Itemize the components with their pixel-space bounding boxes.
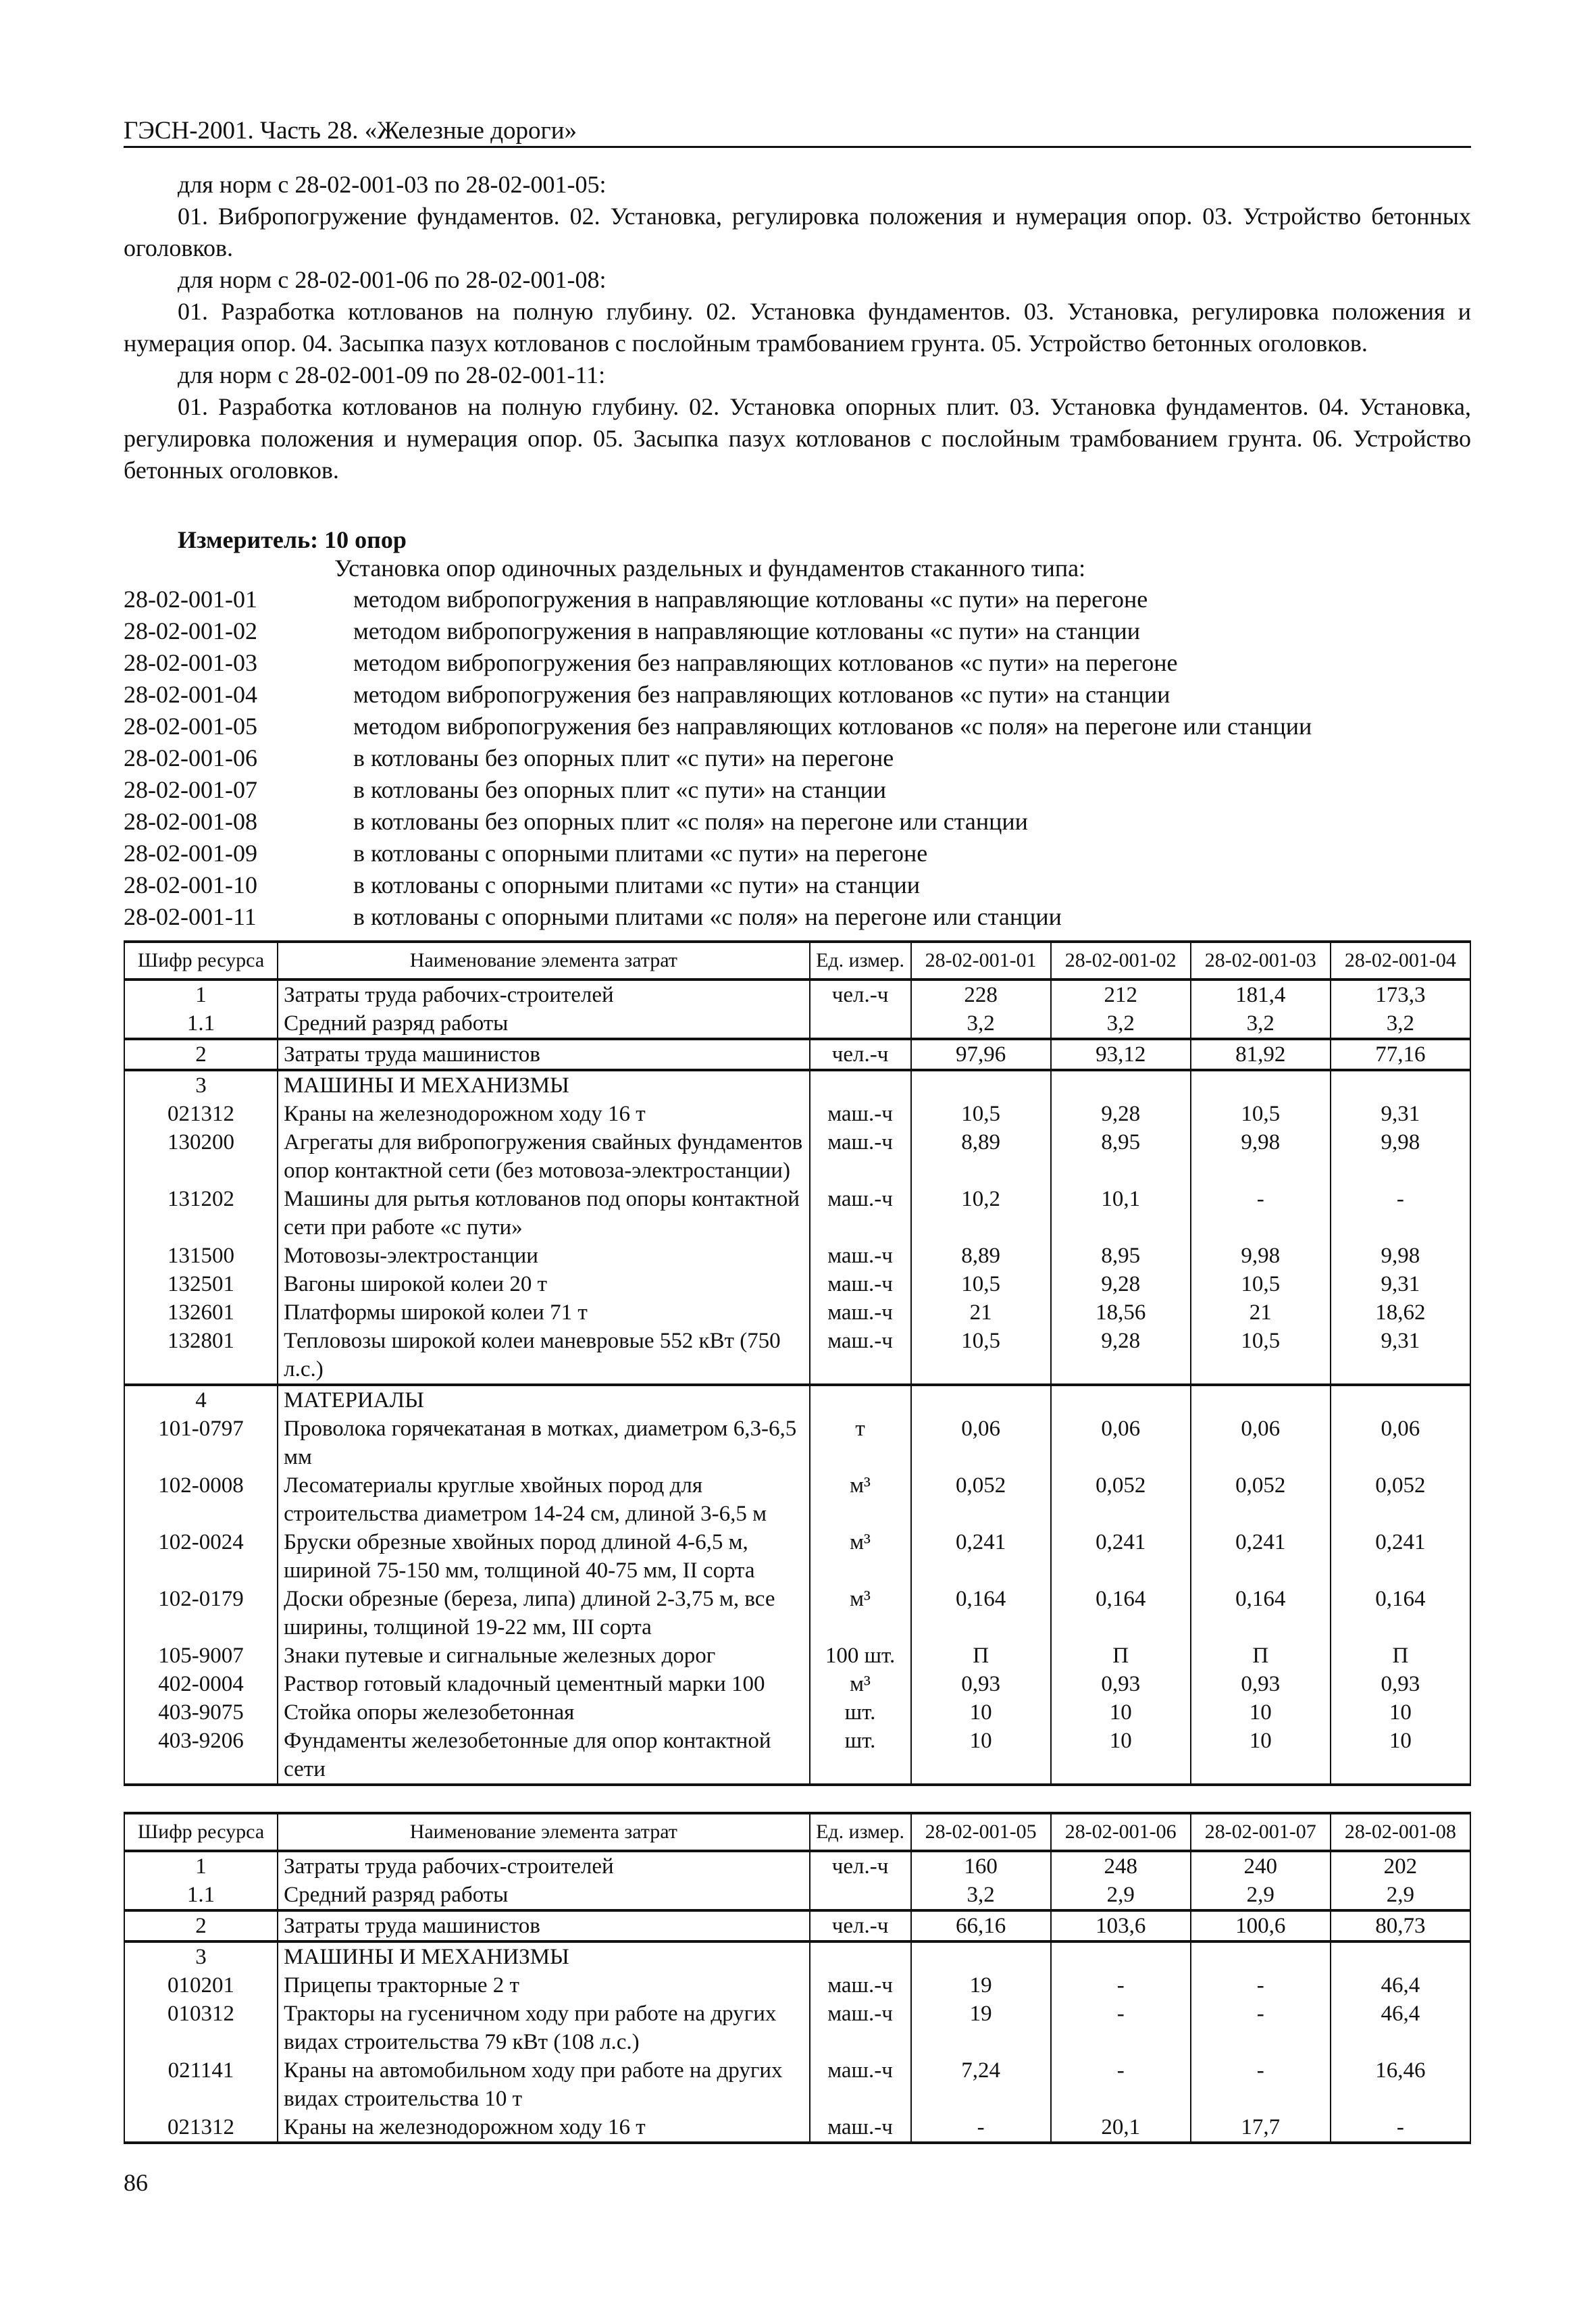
resource-value: 9,31 (1331, 1100, 1470, 1128)
norm-code: 28-02-001-10 (124, 871, 257, 898)
resource-value: 0,164 (1331, 1585, 1470, 1642)
resource-value: 0,052 (1051, 1471, 1191, 1528)
table-row (124, 1270, 1470, 1298)
table-row (124, 1910, 1470, 1941)
resource-value: 212 (1051, 980, 1191, 1009)
resource-value: 0,052 (911, 1471, 1051, 1528)
resource-value: П (1051, 1642, 1191, 1670)
resource-value: 10,5 (911, 1327, 1051, 1385)
resource-value: 10 (1191, 1727, 1331, 1785)
resource-code: 102-0179 (124, 1585, 278, 1642)
resource-value: - (1331, 1185, 1470, 1242)
norm-code: 28-02-001-05 (124, 713, 257, 740)
norm-description: методом вибропогружения без направляющих котлованов «с поля» на перегоне или станции (353, 713, 1312, 740)
resource-code: 131202 (124, 1185, 278, 1242)
resource-value: 0,052 (1331, 1471, 1470, 1528)
resource-unit (810, 1881, 911, 1910)
norm-description: в котлованы с опорными плитами «с пути» на станции (353, 871, 921, 898)
resource-unit: т (810, 1415, 911, 1471)
resource-name: Затраты труда машинистов (278, 1910, 809, 1941)
resource-code: 010312 (124, 2000, 278, 2056)
norm-item (124, 901, 1312, 933)
resource-value: 9,98 (1191, 1128, 1331, 1185)
resource-code: 132601 (124, 1298, 278, 1327)
resource-name: Стойка опоры железобетонная (278, 1698, 809, 1727)
resource-code: 131500 (124, 1242, 278, 1270)
resource-value: 10,1 (1051, 1185, 1191, 1242)
resource-value: 3,2 (1331, 1009, 1470, 1039)
resource-code: 403-9075 (124, 1698, 278, 1727)
resource-name: Доски обрезные (береза, липа) длиной 2-3,75 м, все ширины, толщиной 19-22 мм, III сорта (278, 1585, 809, 1642)
resource-value: 0,06 (1191, 1415, 1331, 1471)
resource-value: 81,92 (1191, 1039, 1331, 1070)
resource-name: МАШИНЫ И МЕХАНИЗМЫ (278, 1070, 809, 1100)
resource-unit: шт. (810, 1727, 911, 1785)
resource-value: 10 (911, 1698, 1051, 1727)
resource-value: 9,98 (1331, 1128, 1470, 1185)
resource-value: 0,241 (911, 1528, 1051, 1585)
table-row (124, 980, 1470, 1009)
resource-value: 3,2 (1191, 1009, 1331, 1039)
resource-value: 0,241 (1051, 1528, 1191, 1585)
norm-description: методом вибропогружения без направляющих котлованов «с пути» на станции (353, 681, 1170, 708)
resource-value: 0,241 (1331, 1528, 1470, 1585)
norm-description: в котлованы без опорных плит «с пути» на станции (353, 776, 887, 803)
table-row (124, 1327, 1470, 1385)
norm-item (124, 742, 1312, 774)
norm-code: 28-02-001-03 (124, 649, 257, 676)
table-row (124, 1039, 1470, 1070)
resource-value (1191, 1070, 1331, 1100)
norms-intro: Установка опор одиночных раздельных и фундаментов стаканного типа: (334, 555, 1086, 582)
resource-name: Затраты труда рабочих-строителей (278, 980, 809, 1009)
resource-code: 1.1 (124, 1881, 278, 1910)
resource-name: Бруски обрезные хвойных пород длиной 4-6,5 м, шириной 75-150 мм, толщиной 40-75 мм, II сорта (278, 1528, 809, 1585)
resource-value: 9,98 (1331, 1242, 1470, 1270)
resource-value: 10 (1191, 1698, 1331, 1727)
resource-code: 4 (124, 1385, 278, 1415)
norm-description: методом вибропогружения в направляющие котлованы «с пути» на перегоне (353, 586, 1148, 613)
norm-item (124, 711, 1312, 742)
resource-value: 0,93 (1191, 1670, 1331, 1698)
resource-value: 8,95 (1051, 1128, 1191, 1185)
norm-description: методом вибропогружения без направляющих котлованов «с пути» на перегоне (353, 649, 1178, 676)
norm-code: 28-02-001-01 (124, 586, 257, 613)
resource-code: 105-9007 (124, 1642, 278, 1670)
resource-code: 132501 (124, 1270, 278, 1298)
table-row (124, 1471, 1470, 1528)
table-row (124, 1851, 1470, 1881)
col-header-norm: 28-02-001-07 (1191, 1813, 1331, 1851)
col-header-norm: 28-02-001-03 (1191, 942, 1331, 980)
norm-description: в котлованы без опорных плит «с поля» на перегоне или станции (353, 808, 1028, 835)
resource-code: 101-0797 (124, 1415, 278, 1471)
resource-value: - (1331, 2113, 1470, 2143)
resource-unit: чел.-ч (810, 1039, 911, 1070)
col-header-norm: 28-02-001-08 (1331, 1813, 1470, 1851)
table-row (124, 1298, 1470, 1327)
resource-name: Знаки путевые и сигнальные железных дорог (278, 1642, 809, 1670)
table-row (124, 1009, 1470, 1039)
table-row (124, 1642, 1470, 1670)
resource-value: 10,5 (911, 1270, 1051, 1298)
resource-unit: чел.-ч (810, 1851, 911, 1881)
col-header-norm: 28-02-001-05 (911, 1813, 1051, 1851)
resource-code: 021312 (124, 2113, 278, 2143)
col-header-norm: 28-02-001-02 (1051, 942, 1191, 980)
resource-code: 021312 (124, 1100, 278, 1128)
resource-name: Краны на железнодорожном ходу 16 т (278, 1100, 809, 1128)
resource-value: 0,164 (1191, 1585, 1331, 1642)
resource-value: 97,96 (911, 1039, 1051, 1070)
resource-value: 2,9 (1331, 1881, 1470, 1910)
resource-name: Проволока горячекатаная в мотках, диаметром 6,3-6,5 мм (278, 1415, 809, 1471)
col-header-norm: 28-02-001-06 (1051, 1813, 1191, 1851)
norm-description: в котлованы с опорными плитами «с поля» на перегоне или станции (353, 903, 1062, 930)
table-row (124, 1385, 1470, 1415)
resource-value: 21 (911, 1298, 1051, 1327)
resource-value: П (911, 1642, 1051, 1670)
norm-item (124, 774, 1312, 806)
resource-name: Тепловозы широкой колеи маневровые 552 кВт (750 л.с.) (278, 1327, 809, 1385)
resource-value: 9,31 (1331, 1327, 1470, 1385)
running-head: ГЭСН-2001. Часть 28. «Железные дороги» (124, 117, 577, 145)
norm-item (124, 647, 1312, 679)
resource-value: 103,6 (1051, 1910, 1191, 1941)
resource-value: 9,28 (1051, 1100, 1191, 1128)
resource-code: 1 (124, 980, 278, 1009)
resource-code: 102-0024 (124, 1528, 278, 1585)
resource-value: - (1051, 2000, 1191, 2056)
table-row (124, 1585, 1470, 1642)
resource-name: Лесоматериалы круглые хвойных пород для строительства диаметром 14-24 см, длиной 3-6,5 м (278, 1471, 809, 1528)
norm-item (124, 838, 1312, 869)
resource-value: 0,93 (911, 1670, 1051, 1698)
resource-value (1051, 1385, 1191, 1415)
resource-value: 46,4 (1331, 2000, 1470, 2056)
resource-code: 3 (124, 1070, 278, 1100)
resource-code: 130200 (124, 1128, 278, 1185)
resource-value: 240 (1191, 1851, 1331, 1881)
norms-list (124, 584, 1312, 933)
resource-value (911, 1385, 1051, 1415)
resource-value: 18,56 (1051, 1298, 1191, 1327)
resource-code: 1.1 (124, 1009, 278, 1039)
resource-unit (810, 1385, 911, 1415)
resource-unit: маш.-ч (810, 1100, 911, 1128)
resource-name: Средний разряд работы (278, 1009, 809, 1039)
table-row (124, 1415, 1470, 1471)
resource-value: 173,3 (1331, 980, 1470, 1009)
resource-unit (810, 1941, 911, 1971)
norm-item (124, 869, 1312, 901)
resource-value: 18,62 (1331, 1298, 1470, 1327)
resource-unit (810, 1070, 911, 1100)
resource-value: 9,28 (1051, 1327, 1191, 1385)
resource-name: Агрегаты для вибропогружения свайных фундаментов опор контактной сети (без мотовоза-электростанции) (278, 1128, 809, 1185)
resource-value: 10,5 (1191, 1327, 1331, 1385)
resource-value: 10,5 (1191, 1270, 1331, 1298)
resource-name: Вагоны широкой колеи 20 т (278, 1270, 809, 1298)
resource-value: 160 (911, 1851, 1051, 1881)
resource-value: - (1191, 2056, 1331, 2113)
resource-code: 2 (124, 1910, 278, 1941)
norm-code: 28-02-001-06 (124, 744, 257, 771)
norm-code: 28-02-001-08 (124, 808, 257, 835)
resource-value: 181,4 (1191, 980, 1331, 1009)
resource-value: - (1191, 1185, 1331, 1242)
table-row (124, 2000, 1470, 2056)
norm-code: 28-02-001-02 (124, 617, 257, 644)
resource-code: 021141 (124, 2056, 278, 2113)
resource-name: Краны на автомобильном ходу при работе на других видах строительства 10 т (278, 2056, 809, 2113)
resource-name: Краны на железнодорожном ходу 16 т (278, 2113, 809, 2143)
resource-unit: маш.-ч (810, 1298, 911, 1327)
header-rule (124, 146, 1471, 148)
resource-value: - (1191, 2000, 1331, 2056)
resource-value: 19 (911, 2000, 1051, 2056)
col-header-norm: 28-02-001-04 (1331, 942, 1470, 980)
col-header-code: Шифр ресурса (124, 1813, 278, 1851)
resource-value: 3,2 (911, 1009, 1051, 1039)
table-row (124, 1670, 1470, 1698)
resource-value (1331, 1070, 1470, 1100)
unit-of-measure: Измеритель: 10 опор (178, 526, 407, 553)
resource-name: МАШИНЫ И МЕХАНИЗМЫ (278, 1941, 809, 1971)
resource-value: П (1331, 1642, 1470, 1670)
resource-value (1191, 1941, 1331, 1971)
col-header-unit: Ед. измер. (810, 942, 911, 980)
resource-value (1051, 1070, 1191, 1100)
table-row (124, 1528, 1470, 1585)
resource-value: 3,2 (911, 1881, 1051, 1910)
resource-value: 100,6 (1191, 1910, 1331, 1941)
table-row (124, 1881, 1470, 1910)
resource-value: 0,93 (1331, 1670, 1470, 1698)
resource-value: П (1191, 1642, 1331, 1670)
resource-value: 8,89 (911, 1128, 1051, 1185)
norm-description: методом вибропогружения в направляющие котлованы «с пути» на станции (353, 617, 1141, 644)
table-row (124, 1971, 1470, 2000)
resource-name: Машины для рытья котлованов под опоры контактной сети при работе «с пути» (278, 1185, 809, 1242)
resource-value: 8,89 (911, 1242, 1051, 1270)
resource-name: Прицепы тракторные 2 т (278, 1971, 809, 2000)
resource-value: 202 (1331, 1851, 1470, 1881)
norm-item (124, 679, 1312, 711)
resource-value: 10 (911, 1727, 1051, 1785)
resource-unit: маш.-ч (810, 1270, 911, 1298)
page-number: 86 (124, 2169, 148, 2196)
resource-value: - (1051, 1971, 1191, 2000)
resource-code: 402-0004 (124, 1670, 278, 1698)
resource-unit: чел.-ч (810, 980, 911, 1009)
resource-value (1331, 1941, 1470, 1971)
resource-value: 66,16 (911, 1910, 1051, 1941)
resource-name: Средний разряд работы (278, 1881, 809, 1910)
resource-unit (810, 1009, 911, 1039)
resource-unit: 100 шт. (810, 1642, 911, 1670)
resource-code: 3 (124, 1941, 278, 1971)
resource-unit: маш.-ч (810, 1128, 911, 1185)
resource-value: 8,95 (1051, 1242, 1191, 1270)
resource-value: 3,2 (1051, 1009, 1191, 1039)
resource-unit: маш.-ч (810, 2056, 911, 2113)
resource-value: 2,9 (1051, 1881, 1191, 1910)
resource-value: 248 (1051, 1851, 1191, 1881)
resource-value: 21 (1191, 1298, 1331, 1327)
resource-unit: маш.-ч (810, 2113, 911, 2143)
resource-value (1191, 1385, 1331, 1415)
resource-name: Платформы широкой колеи 71 т (278, 1298, 809, 1327)
resource-code: 403-9206 (124, 1727, 278, 1785)
resource-value: 77,16 (1331, 1039, 1470, 1070)
resource-value: 10 (1331, 1698, 1470, 1727)
resource-name: МАТЕРИАЛЫ (278, 1385, 809, 1415)
resource-value: 80,73 (1331, 1910, 1470, 1941)
resource-code: 010201 (124, 1971, 278, 2000)
resource-value: 0,241 (1191, 1528, 1331, 1585)
resource-value: 20,1 (1051, 2113, 1191, 2143)
resource-value: 10 (1051, 1727, 1191, 1785)
table-row (124, 1070, 1470, 1100)
resource-value: 0,164 (911, 1585, 1051, 1642)
resource-value: 17,7 (1191, 2113, 1331, 2143)
norm-item (124, 806, 1312, 838)
resource-code: 102-0008 (124, 1471, 278, 1528)
resource-unit: чел.-ч (810, 1910, 911, 1941)
resource-table-2 (124, 1812, 1471, 2144)
resource-code: 1 (124, 1851, 278, 1881)
resource-value: 10,2 (911, 1185, 1051, 1242)
resource-unit: маш.-ч (810, 1971, 911, 2000)
norm-description: в котлованы без опорных плит «с пути» на перегоне (353, 744, 894, 771)
resource-name: Мотовозы-электростанции (278, 1242, 809, 1270)
table-row (124, 1242, 1470, 1270)
composition-of-work (124, 169, 1471, 486)
resource-name: Затраты труда рабочих-строителей (278, 1851, 809, 1881)
norm-description: в котлованы с опорными плитами «с пути» на перегоне (353, 840, 928, 867)
paragraph: для норм с 28-02-001-03 по 28-02-001-05: (178, 171, 607, 198)
norm-code: 28-02-001-09 (124, 840, 257, 867)
resource-value: 9,98 (1191, 1242, 1331, 1270)
resource-value: 19 (911, 1971, 1051, 2000)
table-row (124, 1100, 1470, 1128)
col-header-norm: 28-02-001-01 (911, 942, 1051, 980)
table-row (124, 1727, 1470, 1785)
resource-value (1051, 1941, 1191, 1971)
table-row (124, 1185, 1470, 1242)
paragraph: для норм с 28-02-001-09 по 28-02-001-11: (178, 361, 606, 388)
table-row (124, 1128, 1470, 1185)
paragraph: 01. Разработка котлованов на полную глубину. 02. Установка фундаментов. 03. Установка, регулировка положения и нумерация опор. 04. Засыпка пазух котлованов с послойным трамбованием грунта. 05. Устройство бетонных оголовков. (124, 298, 1471, 357)
resource-value: - (911, 2113, 1051, 2143)
resource-name: Тракторы на гусеничном ходу при работе на других видах строительства 79 кВт (108 л.с.) (278, 2000, 809, 2056)
resource-unit: шт. (810, 1698, 911, 1727)
table-row (124, 2113, 1470, 2143)
paragraph: 01. Вибропогружение фундаментов. 02. Установка, регулировка положения и нумерация опор. 03. Устройство бетонных оголовков. (124, 203, 1471, 261)
resource-code: 132801 (124, 1327, 278, 1385)
resource-value (911, 1070, 1051, 1100)
resource-value (911, 1941, 1051, 1971)
resource-value: 10,5 (1191, 1100, 1331, 1128)
resource-code: 2 (124, 1039, 278, 1070)
resource-unit: м³ (810, 1670, 911, 1698)
resource-unit: м³ (810, 1528, 911, 1585)
resource-value: 93,12 (1051, 1039, 1191, 1070)
table-row (124, 1941, 1470, 1971)
norm-code: 28-02-001-04 (124, 681, 257, 708)
resource-value: 10 (1051, 1698, 1191, 1727)
resource-unit: маш.-ч (810, 1185, 911, 1242)
resource-value: 16,46 (1331, 2056, 1470, 2113)
norm-code: 28-02-001-11 (124, 903, 257, 930)
resource-name: Затраты труда машинистов (278, 1039, 809, 1070)
resource-unit: маш.-ч (810, 1242, 911, 1270)
resource-value: 0,93 (1051, 1670, 1191, 1698)
resource-unit: м³ (810, 1585, 911, 1642)
resource-value: 0,06 (911, 1415, 1051, 1471)
resource-value: 9,28 (1051, 1270, 1191, 1298)
col-header-name: Наименование элемента затрат (278, 942, 809, 980)
resource-value: - (1191, 1971, 1331, 2000)
resource-value: 0,164 (1051, 1585, 1191, 1642)
resource-name: Раствор готовый кладочный цементный марки 100 (278, 1670, 809, 1698)
resource-value: 46,4 (1331, 1971, 1470, 2000)
resource-value: 10 (1331, 1727, 1470, 1785)
resource-value: 10,5 (911, 1100, 1051, 1128)
resource-value: - (1051, 2056, 1191, 2113)
resource-unit: м³ (810, 1471, 911, 1528)
resource-value: 2,9 (1191, 1881, 1331, 1910)
resource-value (1331, 1385, 1470, 1415)
table-row (124, 2056, 1470, 2113)
resource-value: 9,31 (1331, 1270, 1470, 1298)
norm-item (124, 584, 1312, 615)
norm-item (124, 615, 1312, 647)
resource-value: 7,24 (911, 2056, 1051, 2113)
col-header-name: Наименование элемента затрат (278, 1813, 809, 1851)
paragraph: для норм с 28-02-001-06 по 28-02-001-08: (178, 266, 607, 293)
col-header-code: Шифр ресурса (124, 942, 278, 980)
table-row (124, 1698, 1470, 1727)
col-header-unit: Ед. измер. (810, 1813, 911, 1851)
resource-unit: маш.-ч (810, 2000, 911, 2056)
resource-value: 228 (911, 980, 1051, 1009)
paragraph: 01. Разработка котлованов на полную глубину. 02. Установка опорных плит. 03. Установка фундаментов. 04. Установка, регулировка положения и нумерация опор. 05. Засыпка пазух котлованов с послойным трамбованием грунта. 06. Устройство бетонных оголовков. (124, 393, 1471, 484)
resource-name: Фундаменты железобетонные для опор контактной сети (278, 1727, 809, 1785)
norm-code: 28-02-001-07 (124, 776, 257, 803)
resource-unit: маш.-ч (810, 1327, 911, 1385)
resource-table-1 (124, 940, 1471, 1786)
resource-value: 0,052 (1191, 1471, 1331, 1528)
resource-value: 0,06 (1051, 1415, 1191, 1471)
resource-value: 0,06 (1331, 1415, 1470, 1471)
